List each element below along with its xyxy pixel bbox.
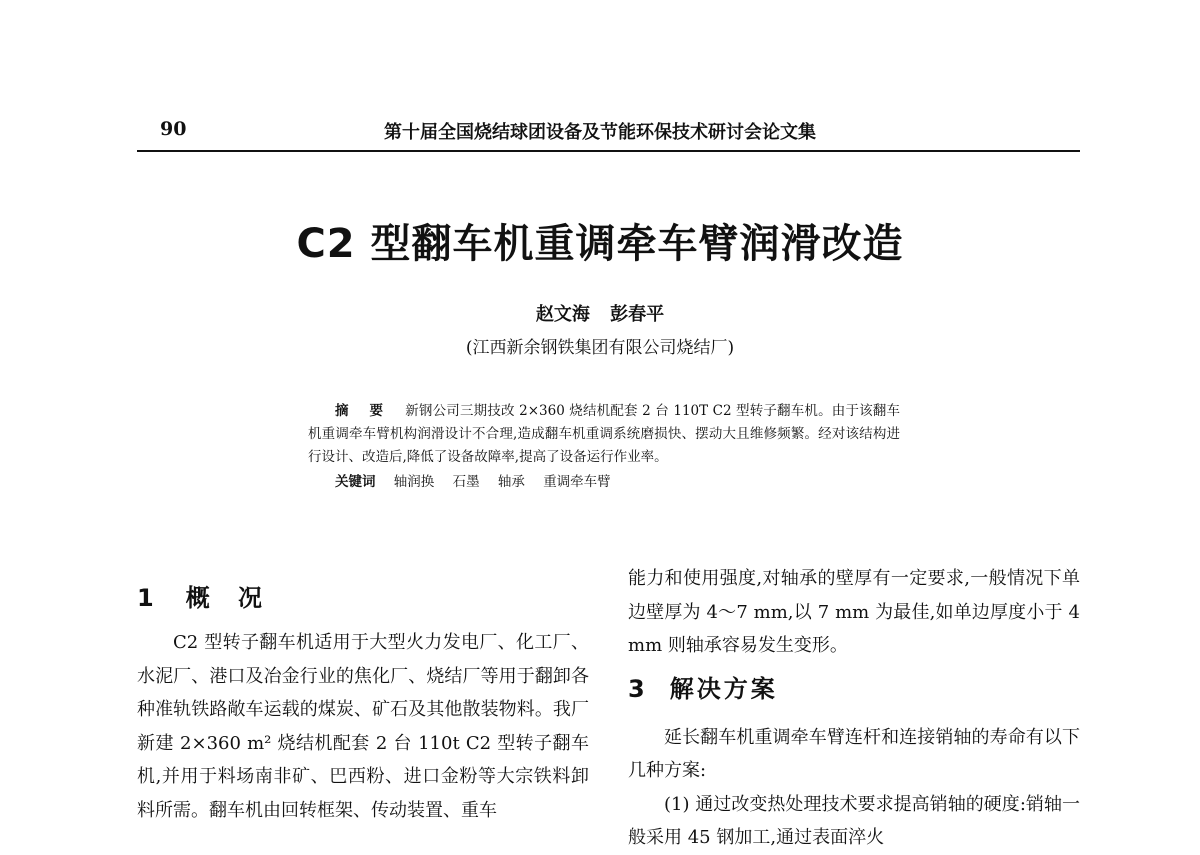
authors: 赵文海 彭春平 (535, 304, 665, 325)
abstract-label: 摘 要 (335, 403, 392, 419)
keyword: 轴润换 (393, 474, 435, 490)
page-number: 90 (160, 118, 187, 140)
left-column (137, 578, 589, 827)
keyword: 轴承 (497, 474, 525, 490)
paper-title: C2 型翻车机重调牵车臂润滑改造 (296, 221, 904, 267)
section-1-heading (137, 578, 589, 618)
section-3-title: 解决方案 (669, 674, 778, 703)
header-rule (137, 150, 1080, 152)
keyword: 石墨 (452, 474, 480, 490)
right-column (628, 562, 1080, 855)
affiliation: (江西新余钢铁集团有限公司烧结厂) (465, 338, 735, 358)
keywords (308, 471, 900, 494)
section-3-heading (628, 669, 1080, 709)
abstract-paragraph (308, 400, 900, 469)
keyword: 重调牵车臂 (543, 474, 611, 490)
running-header: 第十届全国烧结球团设备及节能环保技术研讨会论文集 (384, 122, 816, 143)
section-3-item-1: (1) 通过改变热处理技术要求提高销轴的硬度:销轴一般采用 45 钢加工,通过表面淬火 (628, 793, 1080, 848)
section-1-title: 概 况 (185, 584, 273, 612)
keywords-label: 关键词 (335, 474, 376, 490)
section-1-paragraph: C2 型转子翻车机适用于大型火力发电厂、化工厂、水泥厂、港口及冶金行业的焦化厂、烧结厂等用于翻卸各种准轨铁路敞车运载的煤炭、矿石及其他散装物料。我厂新建 2×360 m² 烧结机配套 2 台 110t C2 型转子翻车机,并用于料场南非矿、巴西粉、进口金粉等大宗铁料卸料所需。翻车机由回转框架、传动装置、重车 (137, 632, 589, 821)
abstract-block (308, 400, 900, 494)
section-3-number: 3 (628, 674, 648, 703)
section-3-intro: 延长翻车机重调牵车臂连杆和连接销轴的寿命有以下几种方案: (628, 726, 1080, 781)
abstract-text: 新钢公司三期技改 2×360 烧结机配套 2 台 110T C2 型转子翻车机。由于该翻车机重调牵车臂机构润滑设计不合理,造成翻车机重调系统磨损快、摆动大且维修频繁。经对该结构进行设计、改造后,降低了设备故障率,提高了设备运行作业率。 (308, 403, 900, 465)
continuation-paragraph: 能力和使用强度,对轴承的壁厚有一定要求,一般情况下单边壁厚为 4～7 mm,以 7 mm 为最佳,如单边厚度小于 4 mm 则轴承容易发生变形。 (628, 568, 1080, 656)
section-1-number: 1 (137, 584, 164, 612)
